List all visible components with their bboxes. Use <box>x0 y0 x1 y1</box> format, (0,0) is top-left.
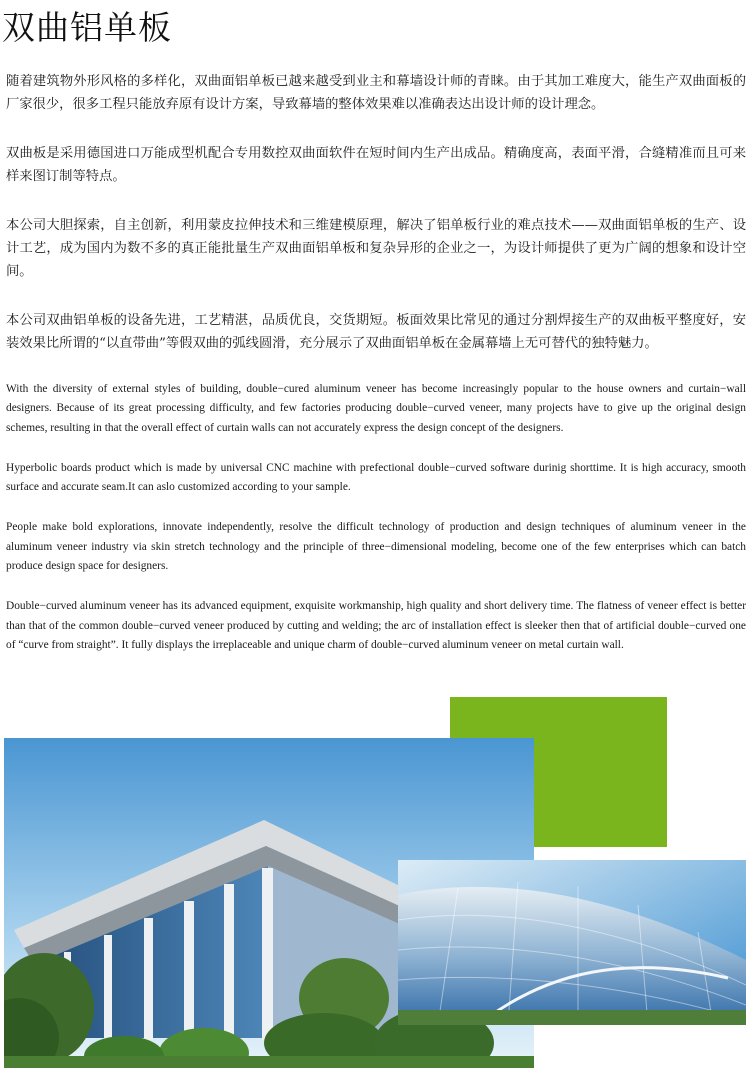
en-paragraph: People make bold explorations, innovate independently, resolve the difficult technology of production and design techniques of aluminum veneer in the aluminum veneer industry via skin stretch technology and the principle of three−dimensional modeling, become one of the few enterprises which can batch produce design space for designers. <box>6 521 746 573</box>
english-text-block <box>6 380 746 676</box>
chinese-text-block <box>6 70 746 381</box>
cn-paragraph: 双曲板是采用德国进口万能成型机配合专用数控双曲面软件在短时间内生产出成品。精确度高，表面平滑，合缝精准而且可来样来图订制等特点。 <box>6 146 746 184</box>
cn-paragraph: 本公司大胆探索，自主创新，利用蒙皮拉伸技术和三维建模原理，解决了铝单板行业的难点技术——双曲面铝单板的生产、设计工艺，成为国内为数不多的真正能批量生产双曲面铝单板和复杂异形的企业之一，为设计师提供了更为广阔的想象和设计空间。 <box>6 218 746 279</box>
cn-paragraph: 随着建筑物外形风格的多样化，双曲面铝单板已越来越受到业主和幕墙设计师的青睐。由于其加工难度大，能生产双曲面板的厂家很少，很多工程只能放弃原有设计方案，导致幕墙的整体效果难以准确表达出设计师的设计理念。 <box>6 74 746 112</box>
building-photo-right <box>398 860 746 1025</box>
cn-paragraph: 本公司双曲铝单板的设备先进，工艺精湛，品质优良，交货期短。板面效果比常见的通过分割焊接生产的双曲板平整度好，安装效果比所谓的“以直带曲”等假双曲的弧线圆滑，充分展示了双曲面铝单板在金属幕墙上无可替代的独特魅力。 <box>6 313 746 351</box>
en-paragraph: Hyperbolic boards product which is made by universal CNC machine with prefectional double−curved software durinig shorttime. It is high accuracy, smooth surface and accurate seam.It can aslo customized according to your sample. <box>6 461 746 494</box>
page-title: 双曲铝单板 <box>2 8 172 47</box>
en-paragraph: Double−curved aluminum veneer has its advanced equipment, exquisite workmanship, high quality and short delivery time. The flatness of veneer effect is better than that of the common double−curved veneer produced by cutting and welding; the arc of installation effect is sleeker then that of artificial double−curved one of “curve from straight”. It fully displays the irreplaceable and unique charm of double−curved aluminum veneer on metal curtain wall. <box>6 600 746 651</box>
en-paragraph: With the diversity of external styles of building, double−cured aluminum veneer has become increasingly popular to the house owners and curtain−wall designers. Because of its great processing difficulty, and few factories producing double−curved veneer, many projects have to give up the original design schemes, resulting in that the overall effect of curtain walls can not accurately express the design concept of the designers. <box>6 383 746 434</box>
